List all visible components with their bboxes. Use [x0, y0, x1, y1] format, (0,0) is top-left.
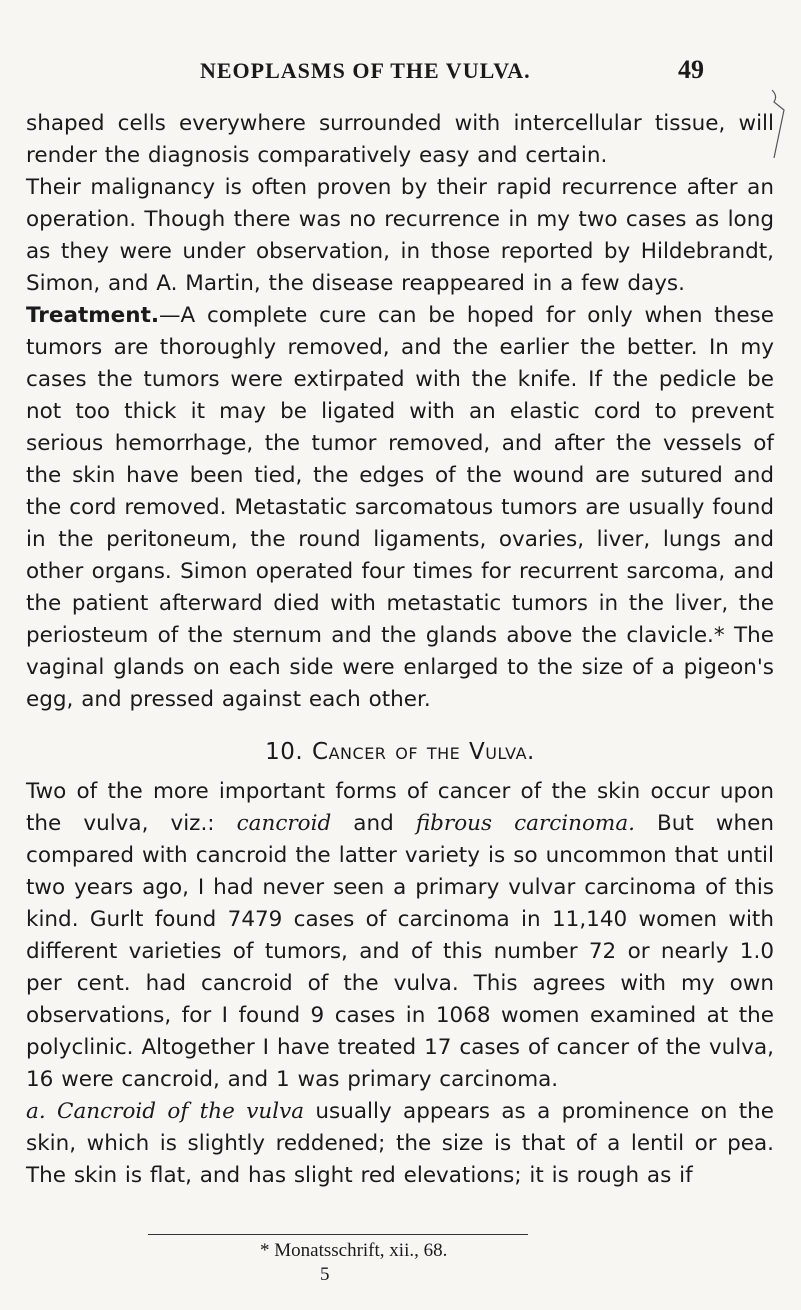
paragraph-cancer: [26, 776, 774, 1096]
body-text: [26, 108, 774, 1192]
treatment-heading: Treatment.: [26, 303, 160, 328]
cancer-text-b: and: [331, 811, 416, 836]
paragraph-treatment: [26, 300, 774, 716]
cancer-text-a: Two of the more important forms of cancer of the skin occur upon the vulva, viz.:: [26, 779, 774, 836]
cancer-text-c: But when compared with cancroid the latter variety is so uncommon that until two years ago, I had never seen a primary vulvar carcinoma of this kind. Gurlt found 7479 cases of carcinoma in 11,140 women with different varieties of tumors, and of this number 72 or nearly 1.0 per cent. had cancroid of the vulva. This agrees with my own observations, for I found 9 cases in 1068 women examined at the polyclinic. Altogether I have treated 17 cases of cancer of the vulva, 16 were cancroid, and 1 was primary carcinoma.: [26, 811, 774, 1092]
footnote: * Monatsschrift, xii., 68.: [260, 1240, 448, 1261]
paragraph-cancroid: [26, 1096, 774, 1192]
fibrous-carcinoma-term: fibrous carcinoma.: [415, 811, 635, 836]
cancroid-heading: a. Cancroid of the vulva: [26, 1099, 305, 1124]
footnote-divider: [148, 1234, 528, 1235]
paragraph-malignancy: Their malignancy is often proven by their rapid recurrence after an operation. Though there was no recurrence in my two cases as long as they were under observation, in those reported by Hildebrandt, Simon, and A. Martin, the disease reappeared in a few days.: [26, 175, 774, 296]
paragraph-continuation: shaped cells everywhere surrounded with intercellular tissue, will render the diagnosis comparatively easy and certain.: [26, 111, 774, 168]
section-heading: 10. Cancer of the Vulva.: [265, 739, 535, 765]
signature-mark: 5: [320, 1264, 330, 1285]
running-title: NEOPLASMS OF THE VULVA.: [200, 58, 531, 83]
page-number: 49: [678, 55, 704, 84]
treatment-text: —A complete cure can be hoped for only when these tumors are thoroughly removed, and the earlier the better. In my cases the tumors were extirpated with the knife. If the pedicle be not too thick it may be ligated with an elastic cord to prevent serious hemorrhage, the tumor removed, and after the vessels of the skin have been tied, the edges of the wound are sutured and the cord removed. Metastatic sarcomatous tumors are usually found in the peritoneum, the round ligaments, ovaries, liver, lungs and other organs. Simon operated four times for recurrent sarcoma, and the patient afterward died with metastatic tumors in the liver, the periosteum of the sternum and the glands above the clavicle.* The vaginal glands on each side were enlarged to the size of a pigeon's egg, and pressed against each other.: [26, 303, 774, 712]
cancroid-text: usually appears as a prominence on the skin, which is slightly reddened; the size is that of a lentil or pea. The skin is flat, and has slight red elevations; it is rough as if: [26, 1099, 774, 1188]
cancroid-term: cancroid: [236, 811, 332, 836]
